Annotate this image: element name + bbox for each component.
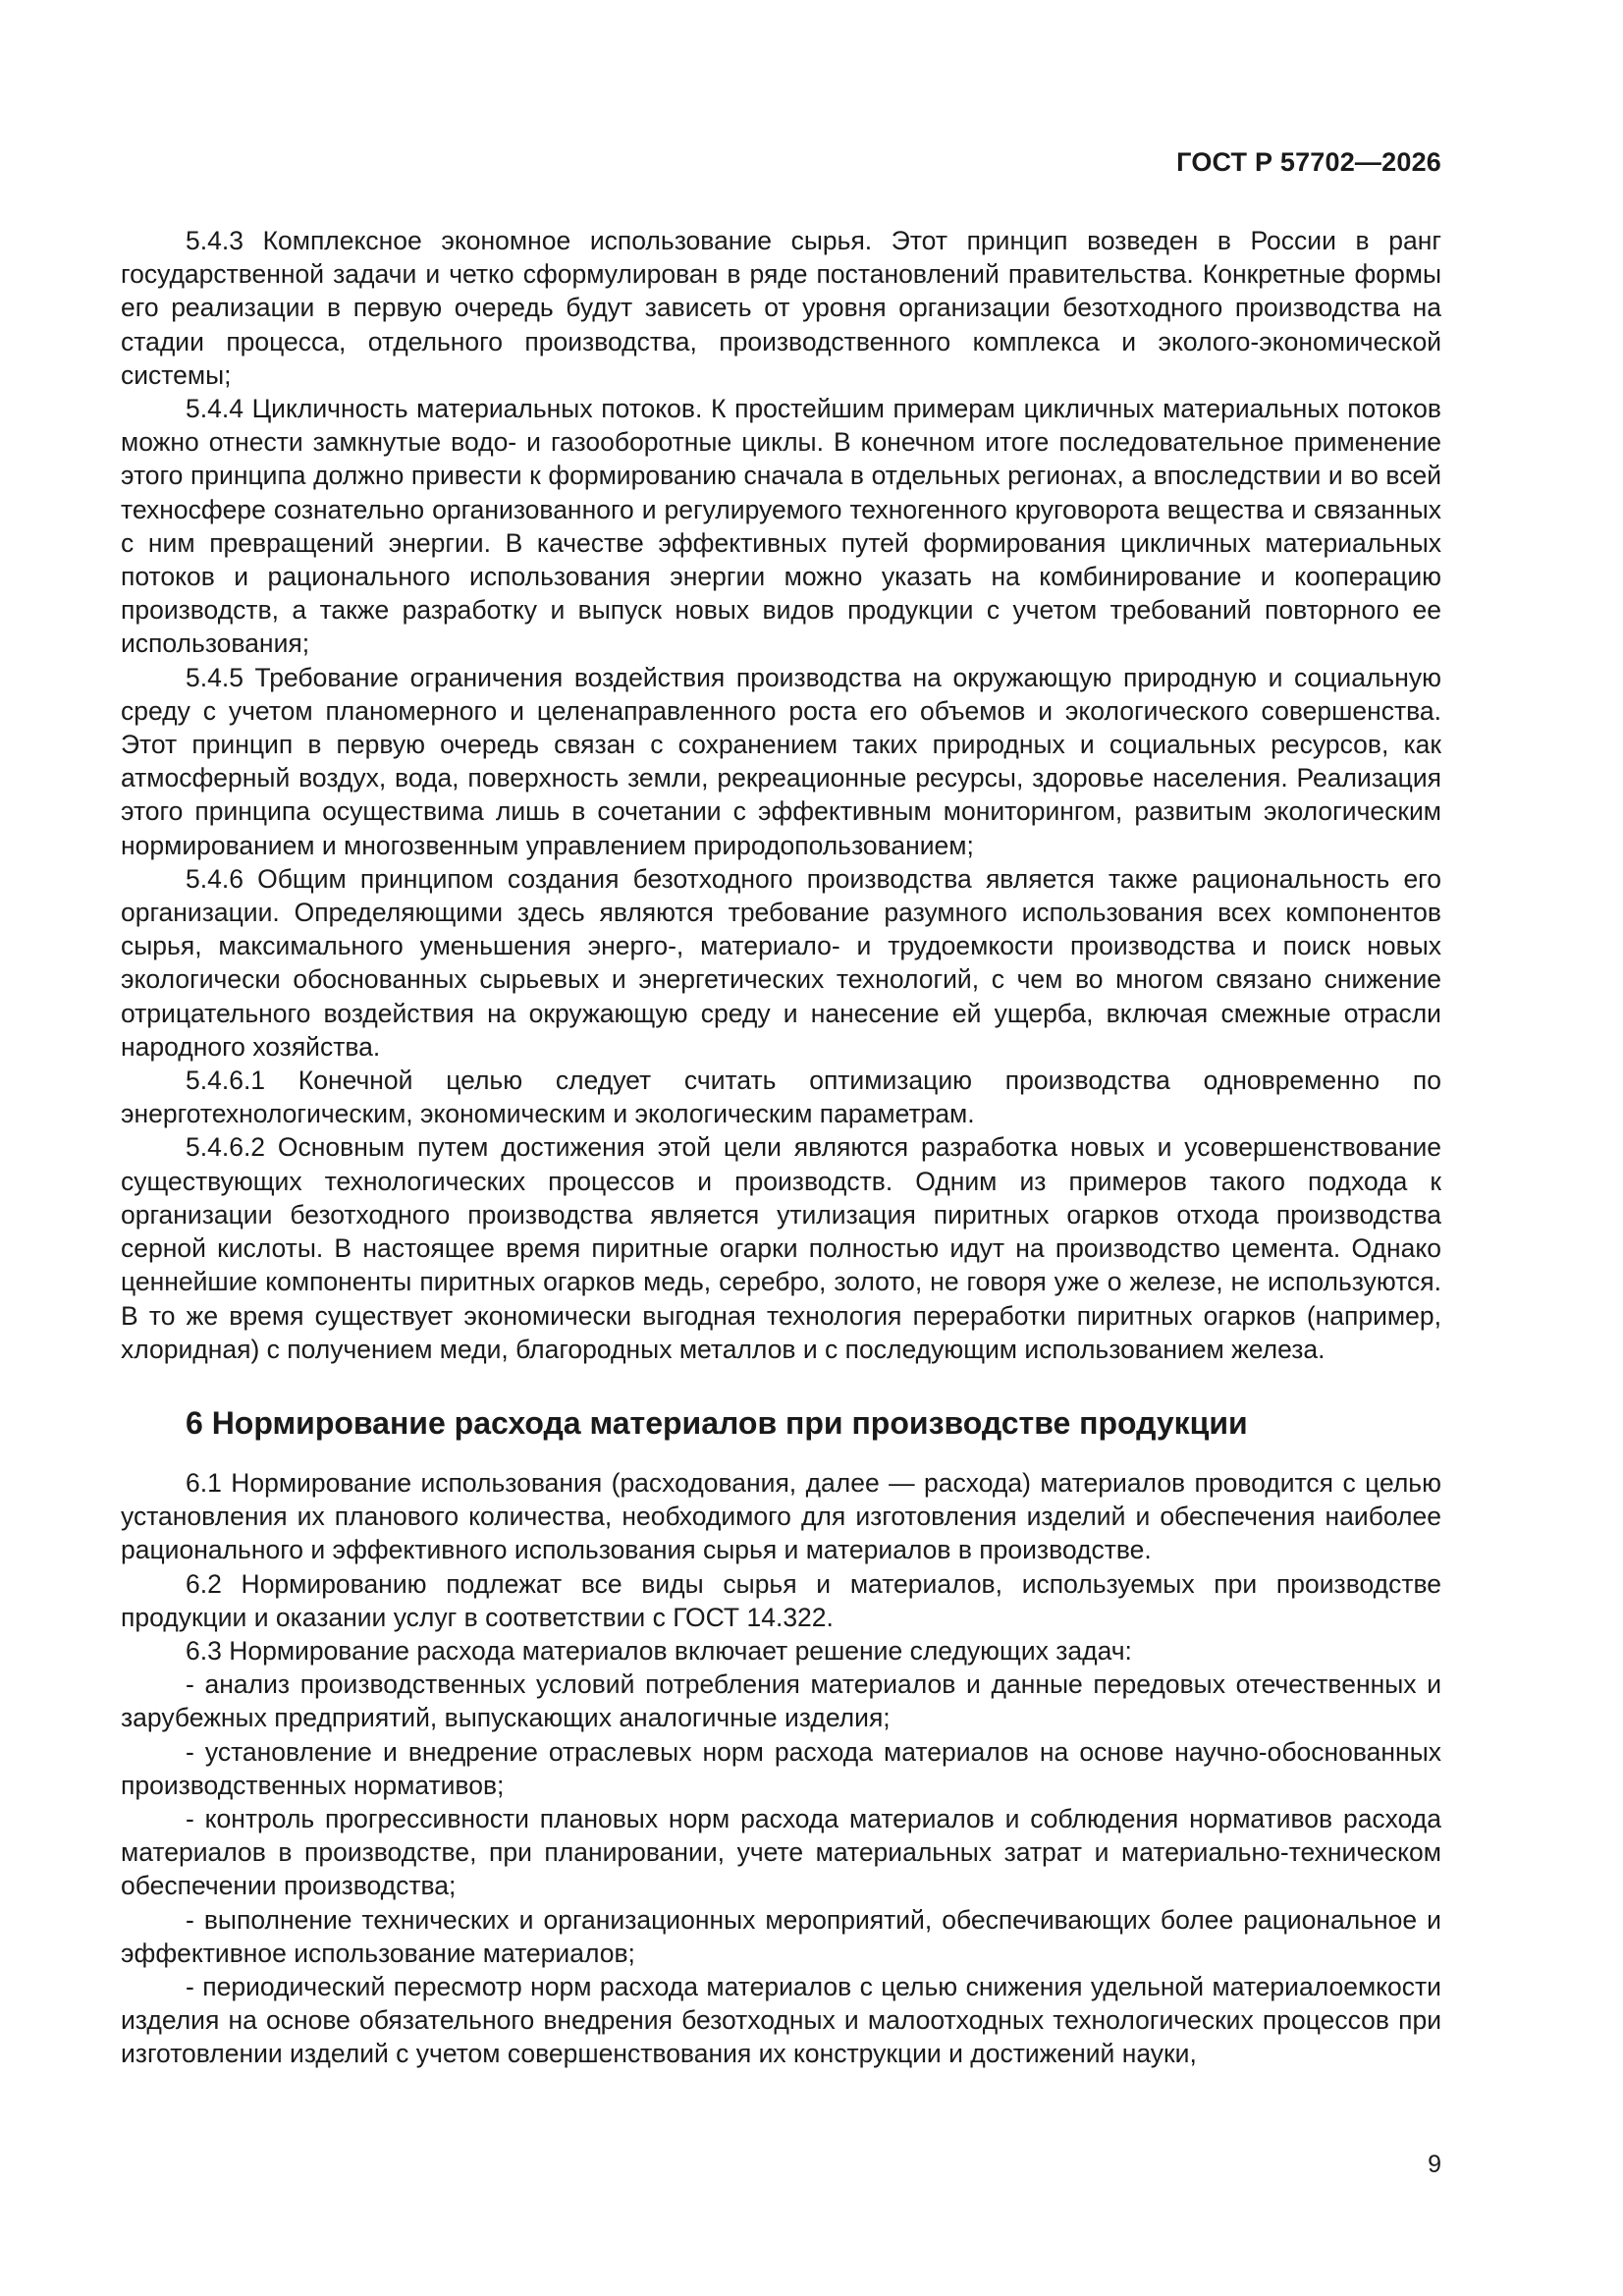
list-item: - периодический пересмотр норм расхода материалов с целью снижения удельной материалоемкости изделия на основе обязательного внедрения безотходных и малоотходных технологических процессов при изготовлении изделий с учетом совершенствования их конструкции и достижений науки,: [121, 1971, 1441, 2069]
list-item: - контроль прогрессивности плановых норм расхода материалов и соблюдения нормативов расхода материалов в производстве, при планировании, учете материальных затрат и материально-техническом обеспечении производства;: [121, 1803, 1441, 1901]
paragraph: 5.4.6 Общим принципом создания безотходного производства является также рациональность его организации. Определяющими здесь являются требование разумного использования всех компонентов сырья, максимального уменьшения энерго-, материало- и трудоемкости производства и поиск новых экологически обоснованных сырьевых и энергетических технологий, с чем во многом связано снижение отрицательного воздействия на окружающую среду и нанесение ей ущерба, включая смежные отрасли народного хозяйства.: [121, 863, 1441, 1062]
paragraph: 5.4.6.2 Основным путем достижения этой цели являются разработка новых и усовершенствование существующих технологических процессов и производств. Одним из примеров такого подхода к организации безотходного производства является утилизация пиритных огарков отхода производства серной кислоты. В настоящее время пиритные огарки полностью идут на производство цемента. Однако ценнейшие компоненты пиритных огарков медь, серебро, золото, не говоря уже о железе, не используются. В то же время существует экономически выгодная технология переработки пиритных огарков (например, хлоридная) с получением меди, благородных металлов и с последующим использованием железа.: [121, 1132, 1441, 1364]
document-body: [121, 224, 1441, 2071]
paragraph: 5.4.3 Комплексное экономное использование сырья. Этот принцип возведен в России в ранг государственной задачи и четко сформулирован в ряде постановлений правительства. Конкретные формы его реализации в первую очередь будут зависеть от уровня организации безотходного производства на стадии процесса, отдельного производства, производственного комплекса и эколого-экономической системы;: [121, 226, 1441, 390]
paragraph: 5.4.6.1 Конечной целью следует считать оптимизацию производства одновременно по энерготехнологическим, экономическим и экологическим параметрам.: [121, 1066, 1441, 1129]
document-code: ГОСТ Р 57702—2026: [1176, 147, 1441, 177]
paragraph: 6.2 Нормированию подлежат все виды сырья и материалов, используемых при производстве продукции и оказании услуг в соответствии с ГОСТ 14.322.: [121, 1568, 1441, 1632]
section-heading: 6 Нормирование расхода материалов при производстве продукции: [186, 1404, 1248, 1441]
list-item: - анализ производственных условий потребления материалов и данные передовых отечественных и зарубежных предприятий, выпускающих аналогичные изделия;: [121, 1669, 1441, 1733]
paragraph: 5.4.4 Цикличность материальных потоков. К простейшим примерам цикличных материальных потоков можно отнести замкнутые водо- и газооборотные циклы. В конечном итоге последовательное применение этого принципа должно привести к формированию сначала в отдельных регионах, а впоследствии и во всей техносфере сознательно организованного и регулируемого техногенного круговорота вещества и связанных с ним превращений энергии. В качестве эффективных путей формирования цикличных материальных потоков и рационального использования энергии можно указать на комбинирование и кооперацию производств, а также разработку и выпуск новых видов продукции с учетом требований повторного ее использования;: [121, 394, 1441, 659]
page-number: 9: [1428, 2151, 1441, 2178]
paragraph: 6.3 Нормирование расхода материалов включает решение следующих задач:: [186, 1635, 1132, 1666]
list-item: - выполнение технических и организационных мероприятий, обеспечивающих более рациональное и эффективное использование материалов;: [121, 1904, 1441, 1968]
paragraph: 5.4.5 Требование ограничения воздействия производства на окружающую природную и социальную среду с учетом планомерного и целенаправленного роста его объемов и экологического совершенства. Этот принцип в первую очередь связан с сохранением таких природных и социальных ресурсов, как атмосферный воздух, вода, поверхность земли, рекреационные ресурсы, здоровье населения. Реализация этого принципа осуществима лишь в сочетании с эффективным мониторингом, развитым экологическим нормированием и многозвенным управлением природопользованием;: [121, 662, 1441, 860]
paragraph: 6.1 Нормирование использования (расходования, далее — расхода) материалов проводится с целью установления их планового количества, необходимого для изготовления изделий и обеспечения наиболее рационального и эффективного использования сырья и материалов в производстве.: [121, 1467, 1441, 1565]
list-item: - установление и внедрение отраслевых норм расхода материалов на основе научно-обоснованных производственных нормативов;: [121, 1736, 1441, 1800]
